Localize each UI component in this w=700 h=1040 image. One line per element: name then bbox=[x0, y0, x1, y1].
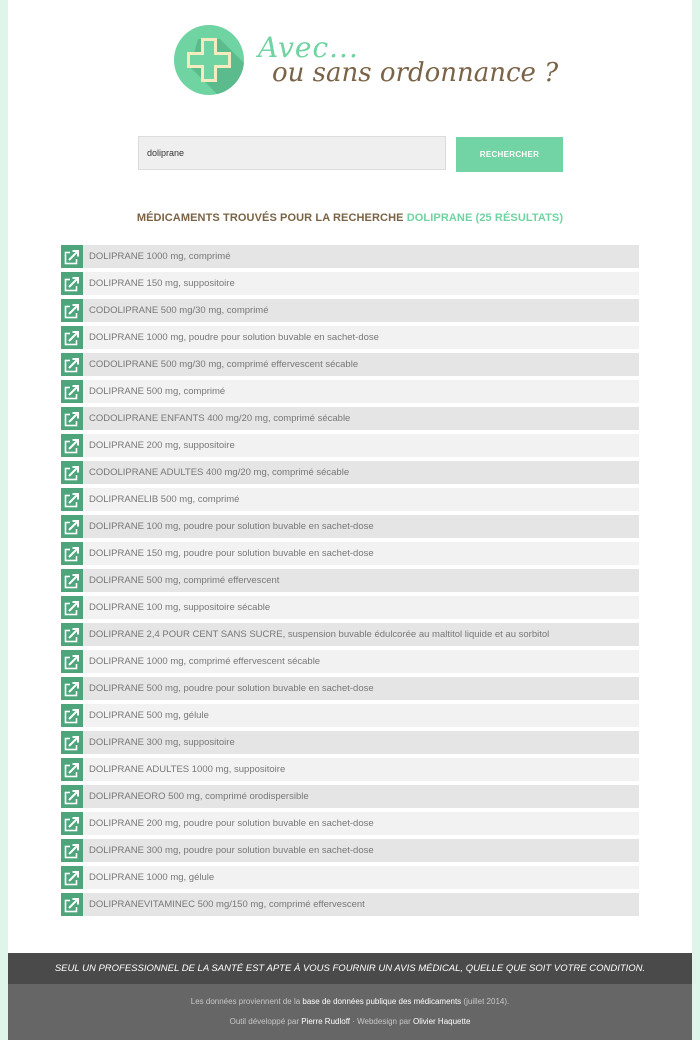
external-link-icon[interactable] bbox=[61, 839, 83, 862]
result-item[interactable] bbox=[61, 326, 639, 349]
result-item[interactable] bbox=[61, 434, 639, 457]
external-link-icon[interactable] bbox=[61, 569, 83, 592]
footer-disclaimer: SEUL UN PROFESSIONNEL DE LA SANTÉ EST APTE À VOUS FOURNIR UN AVIS MÉDICAL, QUELLE QUE SOIT VOTRE CONDITION. bbox=[8, 953, 692, 984]
result-item[interactable] bbox=[61, 677, 639, 700]
result-item-label[interactable]: DOLIPRANE 500 mg, comprimé effervescent bbox=[83, 569, 639, 592]
result-item-label[interactable]: CODOLIPRANE ADULTES 400 mg/20 mg, comprimé sécable bbox=[83, 461, 639, 484]
result-item-label[interactable]: DOLIPRANE 500 mg, gélule bbox=[83, 704, 639, 727]
result-item-label[interactable]: DOLIPRANE 500 mg, comprimé bbox=[83, 380, 639, 403]
result-item-label[interactable]: DOLIPRANE 1000 mg, poudre pour solution buvable en sachet-dose bbox=[83, 326, 639, 349]
external-link-icon[interactable] bbox=[61, 461, 83, 484]
footer-source-suffix: (juillet 2014). bbox=[463, 997, 510, 1006]
site-logo-text bbox=[258, 30, 578, 100]
result-item[interactable] bbox=[61, 866, 639, 889]
result-item-label[interactable]: DOLIPRANE 100 mg, poudre pour solution buvable en sachet-dose bbox=[83, 515, 639, 538]
result-item-label[interactable]: DOLIPRANE 150 mg, poudre pour solution buvable en sachet-dose bbox=[83, 542, 639, 565]
result-item[interactable] bbox=[61, 407, 639, 430]
page bbox=[8, 0, 692, 1040]
search-button[interactable]: RECHERCHER bbox=[456, 137, 563, 172]
result-item[interactable] bbox=[61, 596, 639, 619]
result-item[interactable] bbox=[61, 704, 639, 727]
result-item[interactable] bbox=[61, 893, 639, 916]
footer-source-line bbox=[8, 997, 692, 1006]
external-link-icon[interactable] bbox=[61, 326, 83, 349]
result-item[interactable] bbox=[61, 623, 639, 646]
external-link-icon[interactable] bbox=[61, 785, 83, 808]
result-item[interactable] bbox=[61, 650, 639, 673]
external-link-icon[interactable] bbox=[61, 758, 83, 781]
external-link-icon[interactable] bbox=[61, 812, 83, 835]
result-item-label[interactable]: CODOLIPRANE 500 mg/30 mg, comprimé bbox=[83, 299, 639, 322]
logo-line-1: Avec... bbox=[258, 31, 359, 64]
result-item[interactable] bbox=[61, 785, 639, 808]
database-link[interactable]: base de données publique des médicaments bbox=[302, 997, 462, 1006]
external-link-icon[interactable] bbox=[61, 353, 83, 376]
result-item-label[interactable]: DOLIPRANE ADULTES 1000 mg, suppositoire bbox=[83, 758, 639, 781]
result-item[interactable] bbox=[61, 542, 639, 565]
result-item[interactable] bbox=[61, 515, 639, 538]
external-link-icon[interactable] bbox=[61, 380, 83, 403]
result-item[interactable] bbox=[61, 380, 639, 403]
footer-source-prefix: Les données proviennent de la bbox=[190, 997, 301, 1006]
external-link-icon[interactable] bbox=[61, 650, 83, 673]
result-item-label[interactable]: DOLIPRANE 150 mg, suppositoire bbox=[83, 272, 639, 295]
logo-line-2: ou sans ordonnance ? bbox=[272, 58, 559, 88]
external-link-icon[interactable] bbox=[61, 299, 83, 322]
result-item-label[interactable]: DOLIPRANE 1000 mg, gélule bbox=[83, 866, 639, 889]
result-item[interactable] bbox=[61, 488, 639, 511]
result-item-label[interactable]: DOLIPRANE 500 mg, poudre pour solution buvable en sachet-dose bbox=[83, 677, 639, 700]
result-item-label[interactable]: DOLIPRANE 100 mg, suppositoire sécable bbox=[83, 596, 639, 619]
result-item-label[interactable]: DOLIPRANE 1000 mg, comprimé effervescent sécable bbox=[83, 650, 639, 673]
result-item-label[interactable]: DOLIPRANE 300 mg, suppositoire bbox=[83, 731, 639, 754]
results-heading-query: DOLIPRANE (25 RÉSULTATS) bbox=[406, 212, 564, 224]
result-item-label[interactable]: DOLIPRANE 200 mg, poudre pour solution buvable en sachet-dose bbox=[83, 812, 639, 835]
external-link-icon[interactable] bbox=[61, 596, 83, 619]
results-heading-prefix: MÉDICAMENTS TROUVÉS POUR LA RECHERCHE bbox=[136, 212, 404, 224]
result-item-label[interactable]: CODOLIPRANE 500 mg/30 mg, comprimé effervescent sécable bbox=[83, 353, 639, 376]
external-link-icon[interactable] bbox=[61, 542, 83, 565]
result-item[interactable] bbox=[61, 353, 639, 376]
result-item[interactable] bbox=[61, 569, 639, 592]
external-link-icon[interactable] bbox=[61, 866, 83, 889]
result-item[interactable] bbox=[61, 758, 639, 781]
external-link-icon[interactable] bbox=[61, 704, 83, 727]
external-link-icon[interactable] bbox=[61, 515, 83, 538]
results-list bbox=[61, 245, 639, 920]
footer-credits bbox=[8, 984, 692, 1040]
footer-credit-prefix: Outil développé par bbox=[229, 1017, 299, 1026]
result-item-label[interactable]: DOLIPRANE 2,4 POUR CENT SANS SUCRE, suspension buvable édulcorée au maltitol liquide et au sorbitol bbox=[83, 623, 639, 646]
result-item-label[interactable]: DOLIPRANE 300 mg, poudre pour solution buvable en sachet-dose bbox=[83, 839, 639, 862]
footer-credit-separator: · Webdesign par bbox=[352, 1017, 411, 1026]
result-item-label[interactable]: DOLIPRANE 200 mg, suppositoire bbox=[83, 434, 639, 457]
external-link-icon[interactable] bbox=[61, 731, 83, 754]
result-item[interactable] bbox=[61, 461, 639, 484]
external-link-icon[interactable] bbox=[61, 272, 83, 295]
footer-credit-line bbox=[8, 1017, 692, 1026]
external-link-icon[interactable] bbox=[61, 245, 83, 268]
external-link-icon[interactable] bbox=[61, 434, 83, 457]
result-item-label[interactable]: DOLIPRANEORO 500 mg, comprimé orodispersible bbox=[83, 785, 639, 808]
result-item[interactable] bbox=[61, 731, 639, 754]
result-item[interactable] bbox=[61, 839, 639, 862]
result-item[interactable] bbox=[61, 299, 639, 322]
result-item-label[interactable]: DOLIPRANE 1000 mg, comprimé bbox=[83, 245, 639, 268]
result-item-label[interactable]: DOLIPRANEVITAMINEC 500 mg/150 mg, comprimé effervescent bbox=[83, 893, 639, 916]
designer-link[interactable]: Olivier Haquette bbox=[413, 1017, 471, 1026]
result-item-label[interactable]: DOLIPRANELIB 500 mg, comprimé bbox=[83, 488, 639, 511]
result-item[interactable] bbox=[61, 812, 639, 835]
search-input[interactable] bbox=[138, 136, 446, 170]
external-link-icon[interactable] bbox=[61, 677, 83, 700]
pharmacy-cross-icon bbox=[174, 25, 244, 95]
external-link-icon[interactable] bbox=[61, 893, 83, 916]
external-link-icon[interactable] bbox=[61, 407, 83, 430]
result-item-label[interactable]: CODOLIPRANE ENFANTS 400 mg/20 mg, comprimé sécable bbox=[83, 407, 639, 430]
external-link-icon[interactable] bbox=[61, 623, 83, 646]
result-item[interactable] bbox=[61, 272, 639, 295]
results-heading bbox=[8, 212, 692, 224]
external-link-icon[interactable] bbox=[61, 488, 83, 511]
developer-link[interactable]: Pierre Rudloff bbox=[301, 1017, 350, 1026]
result-item[interactable] bbox=[61, 245, 639, 268]
